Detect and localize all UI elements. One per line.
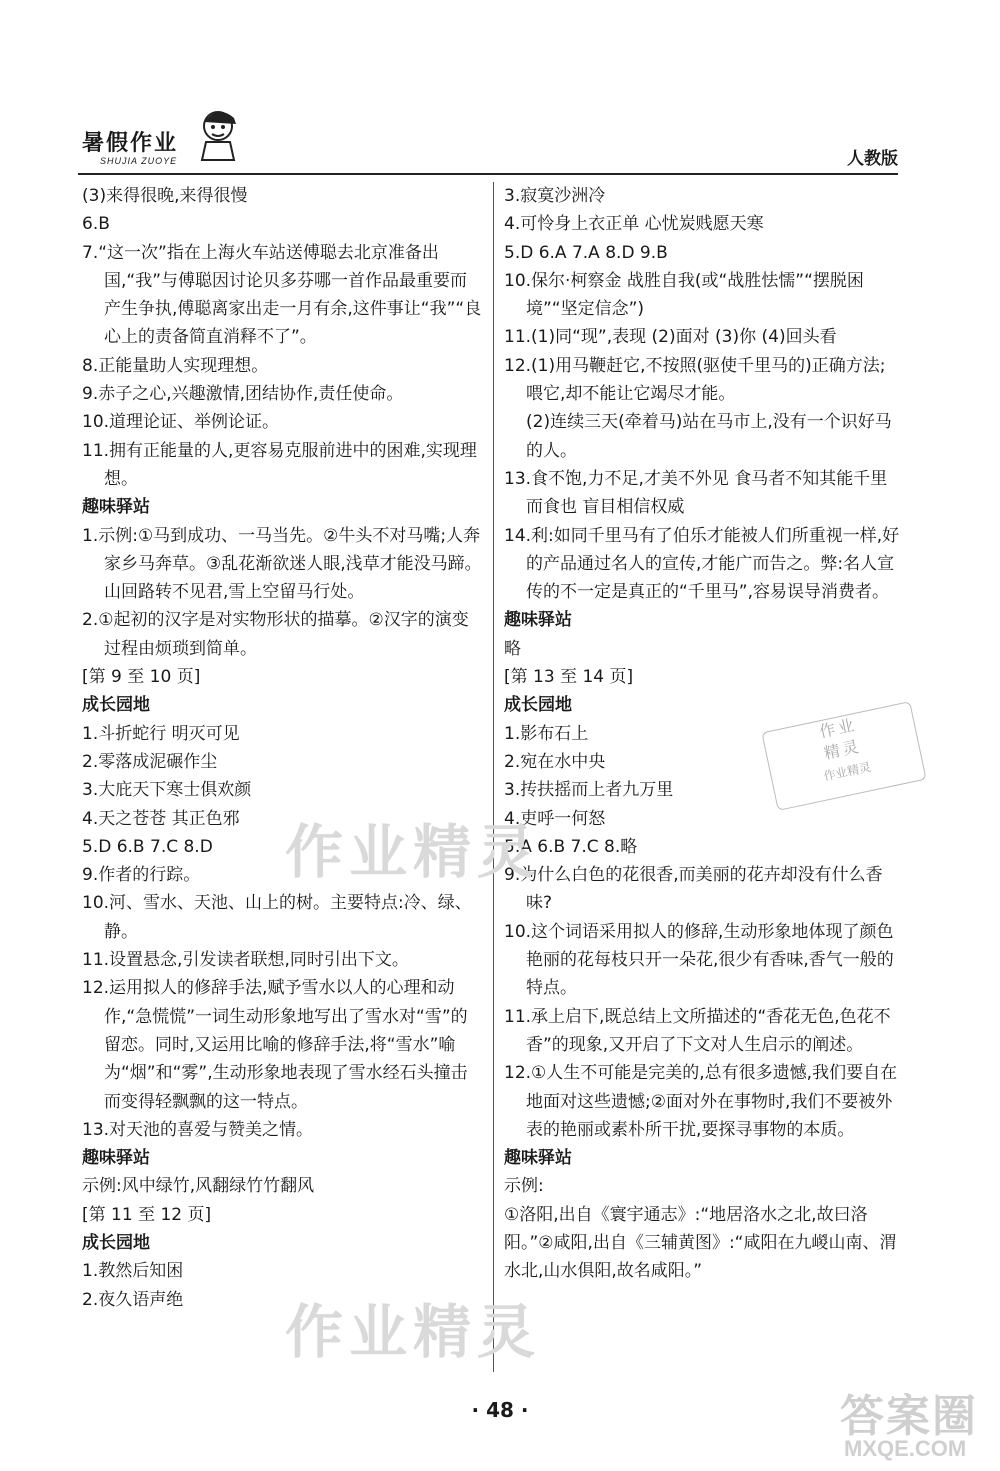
column-divider: [493, 182, 494, 1372]
answer-text: 略: [504, 638, 521, 659]
answer-item: 2.宛在水中央: [504, 751, 606, 772]
answer-item: 12.①人生不可能是完美的,总有很多遗憾,我们要自在地面对这些遗憾;②面对外在事物时,我们不要被外表的艳丽或素朴所干扰,要探寻事物的本质。: [504, 1063, 898, 1140]
answer-text: 示例:风中绿竹,风翻绿竹竹翻风: [82, 1176, 315, 1197]
answer-item: 3.抟扶摇而上者九万里: [504, 780, 674, 801]
answer-item: 8.正能量助人实现理想。: [82, 355, 269, 376]
section-heading: 成长园地: [82, 1232, 150, 1253]
answer-item: 5.D 6.B 7.C 8.D: [82, 836, 213, 857]
answer-item: 12.运用拟人的修辞手法,赋予雪水以人的心理和动作,“急慌慌”一词生动形象地写出了雪水对“雪”的留恋。同时,又运用比喻的修辞手法,将“雪水”喻为“烟”和“雾”,生动形象地表现了雪水经石头撞击而变得轻飘飘的这一特点。: [82, 978, 468, 1112]
answer-item: 3.大庇天下寒士俱欢颜: [82, 780, 252, 801]
answer-item: 11.拥有正能量的人,更容易克服前进中的困难,实现理想。: [82, 440, 477, 489]
watermark: 作业精灵: [285, 818, 542, 886]
brand-logo: [78, 112, 248, 176]
answer-text: ①洛阳,出自《寰宇通志》:“地居洛水之北,故曰洛阳。”②咸阳,出自《三辅黄图》:“咸阳在九嵕山南、渭水北,山水俱阳,故名咸阳。”: [504, 1204, 897, 1282]
section-heading: 成长园地: [504, 695, 572, 716]
section-heading: 趣味驿站: [82, 1148, 150, 1169]
page-reference: [第 9 至 10 页]: [82, 667, 201, 688]
corner-site-logo: [840, 1380, 990, 1466]
answer-item: 2.零落成泥碾作尘: [82, 751, 218, 772]
answer-item: 13.对天池的喜爱与赞美之情。: [82, 1119, 314, 1140]
logo-title: 暑假作业: [82, 130, 179, 156]
answer-item: 1.示例:①马到成功、一马当先。②牛头不对马嘴;人奔家乡马奔草。③乱花渐欲迷人眼,浅草才能没马蹄。 山回路转不见君,雪上空留马行处。: [82, 525, 482, 603]
logo-subtitle: SHUJIA ZUOYE: [100, 156, 178, 166]
answer-item: 13.食不饱,力不足,才美不外见 食马者不知其能千里而食也 盲目相信权威: [504, 468, 888, 518]
answer-item: 2.夜久语声绝: [82, 1289, 184, 1310]
answer-item: 4.天之苍苍 其正色邪: [82, 808, 240, 829]
page-reference: [第 13 至 14 页]: [504, 667, 634, 688]
answer-item: 11.(1)同“现”,表现 (2)面对 (3)你 (4)回头看: [504, 327, 837, 348]
left-column: [82, 182, 482, 1314]
corner-logo-en: MXQE.COM: [844, 1436, 967, 1461]
answer-item: 9.为什么白色的花很香,而美丽的花卉却没有什么香味?: [504, 865, 883, 914]
corner-logo-cn: 答案圈: [840, 1391, 978, 1442]
answer-item: 1.教然后知困: [82, 1261, 184, 1282]
answer-item: 5.A 6.B 7.C 8.略: [504, 836, 638, 857]
answer-subitem: (2)连续三天(牵着马)站在马市上,没有一个识好马的人。: [526, 412, 892, 461]
answer-item: 10.这个词语采用拟人的修辞,生动形象地体现了颜色艳丽的花每枝只开一朵花,很少有香味,香气一般的特点。: [504, 921, 894, 999]
page-reference: [第 11 至 12 页]: [82, 1204, 212, 1225]
page-header: [78, 112, 898, 176]
answer-item: 4.吏呼一何怒: [504, 808, 606, 829]
answer-item: 10.河、雪水、天池、山上的树。主要特点:冷、绿、静。: [82, 893, 472, 942]
answer-item: 7.“这一次”指在上海火车站送傅聪去北京准备出国,“我”与傅聪因讨论贝多芬哪一首作品最重要而产生争执,傅聪离家出走一月有余,这件事让“我”“良心上的责备简直消释不了”。: [82, 242, 482, 348]
answer-item: 1.斗折蛇行 明灭可见: [82, 723, 240, 744]
stamp-seal: 作业 精灵 作业精灵: [761, 701, 926, 811]
header-rule: [78, 173, 898, 175]
answer-item: 11.设置悬念,引发读者联想,同时引出下文。: [82, 950, 409, 971]
answer-item: 10.保尔·柯察金 战胜自我(或“战胜怯懦”“摆脱困境”“坚定信念”): [504, 270, 864, 320]
answer-item: 12.(1)用马鞭赶它,不按照(驱使千里马的)正确方法;喂它,却不能让它竭尽才能。: [504, 355, 886, 405]
answer-item: 3.寂寞沙洲冷: [504, 186, 606, 206]
section-heading: 趣味驿站: [504, 610, 572, 631]
answer-text: 示例:: [504, 1176, 544, 1197]
answer-item: 5.D 6.A 7.A 8.D 9.B: [504, 242, 668, 263]
answer-item: (3)来得很晚,来得很慢: [82, 186, 248, 206]
answer-item: 11.承上启下,既总结上文所描述的“香花无色,色花不香”的现象,又开启了下文对人生启示的阐述。: [504, 1006, 891, 1055]
answer-item: 9.作者的行踪。: [82, 865, 201, 886]
page-number: · 48 ·: [471, 1398, 529, 1422]
edition-label: 人教版: [847, 149, 898, 169]
section-heading: 成长园地: [82, 695, 150, 716]
watermark: 作业精灵: [285, 1298, 542, 1366]
answer-item: 14.利:如同千里马有了伯乐才能被人们所重视一样,好的产品通过名人的宣传,才能广而告之。弊:名人宣传的不一定是真正的“千里马”,容易误导消费者。: [504, 525, 900, 603]
answer-item: 9.赤子之心,兴趣激情,团结协作,责任使命。: [82, 384, 404, 405]
answer-item: 10.道理论证、举例论证。: [82, 412, 280, 433]
answer-item: 2.①起初的汉字是对实物形状的描摹。②汉字的演变过程由烦琐到简单。: [82, 610, 469, 659]
answer-item: 1.影布石上: [504, 723, 589, 744]
answer-item: 4.可怜身上衣正单 心忧炭贱愿天寒: [504, 214, 764, 235]
section-heading: 趣味驿站: [504, 1148, 572, 1169]
section-heading: 趣味驿站: [82, 497, 150, 518]
mascot-boy-icon: [190, 102, 246, 162]
answer-item: 6.B: [82, 214, 110, 235]
